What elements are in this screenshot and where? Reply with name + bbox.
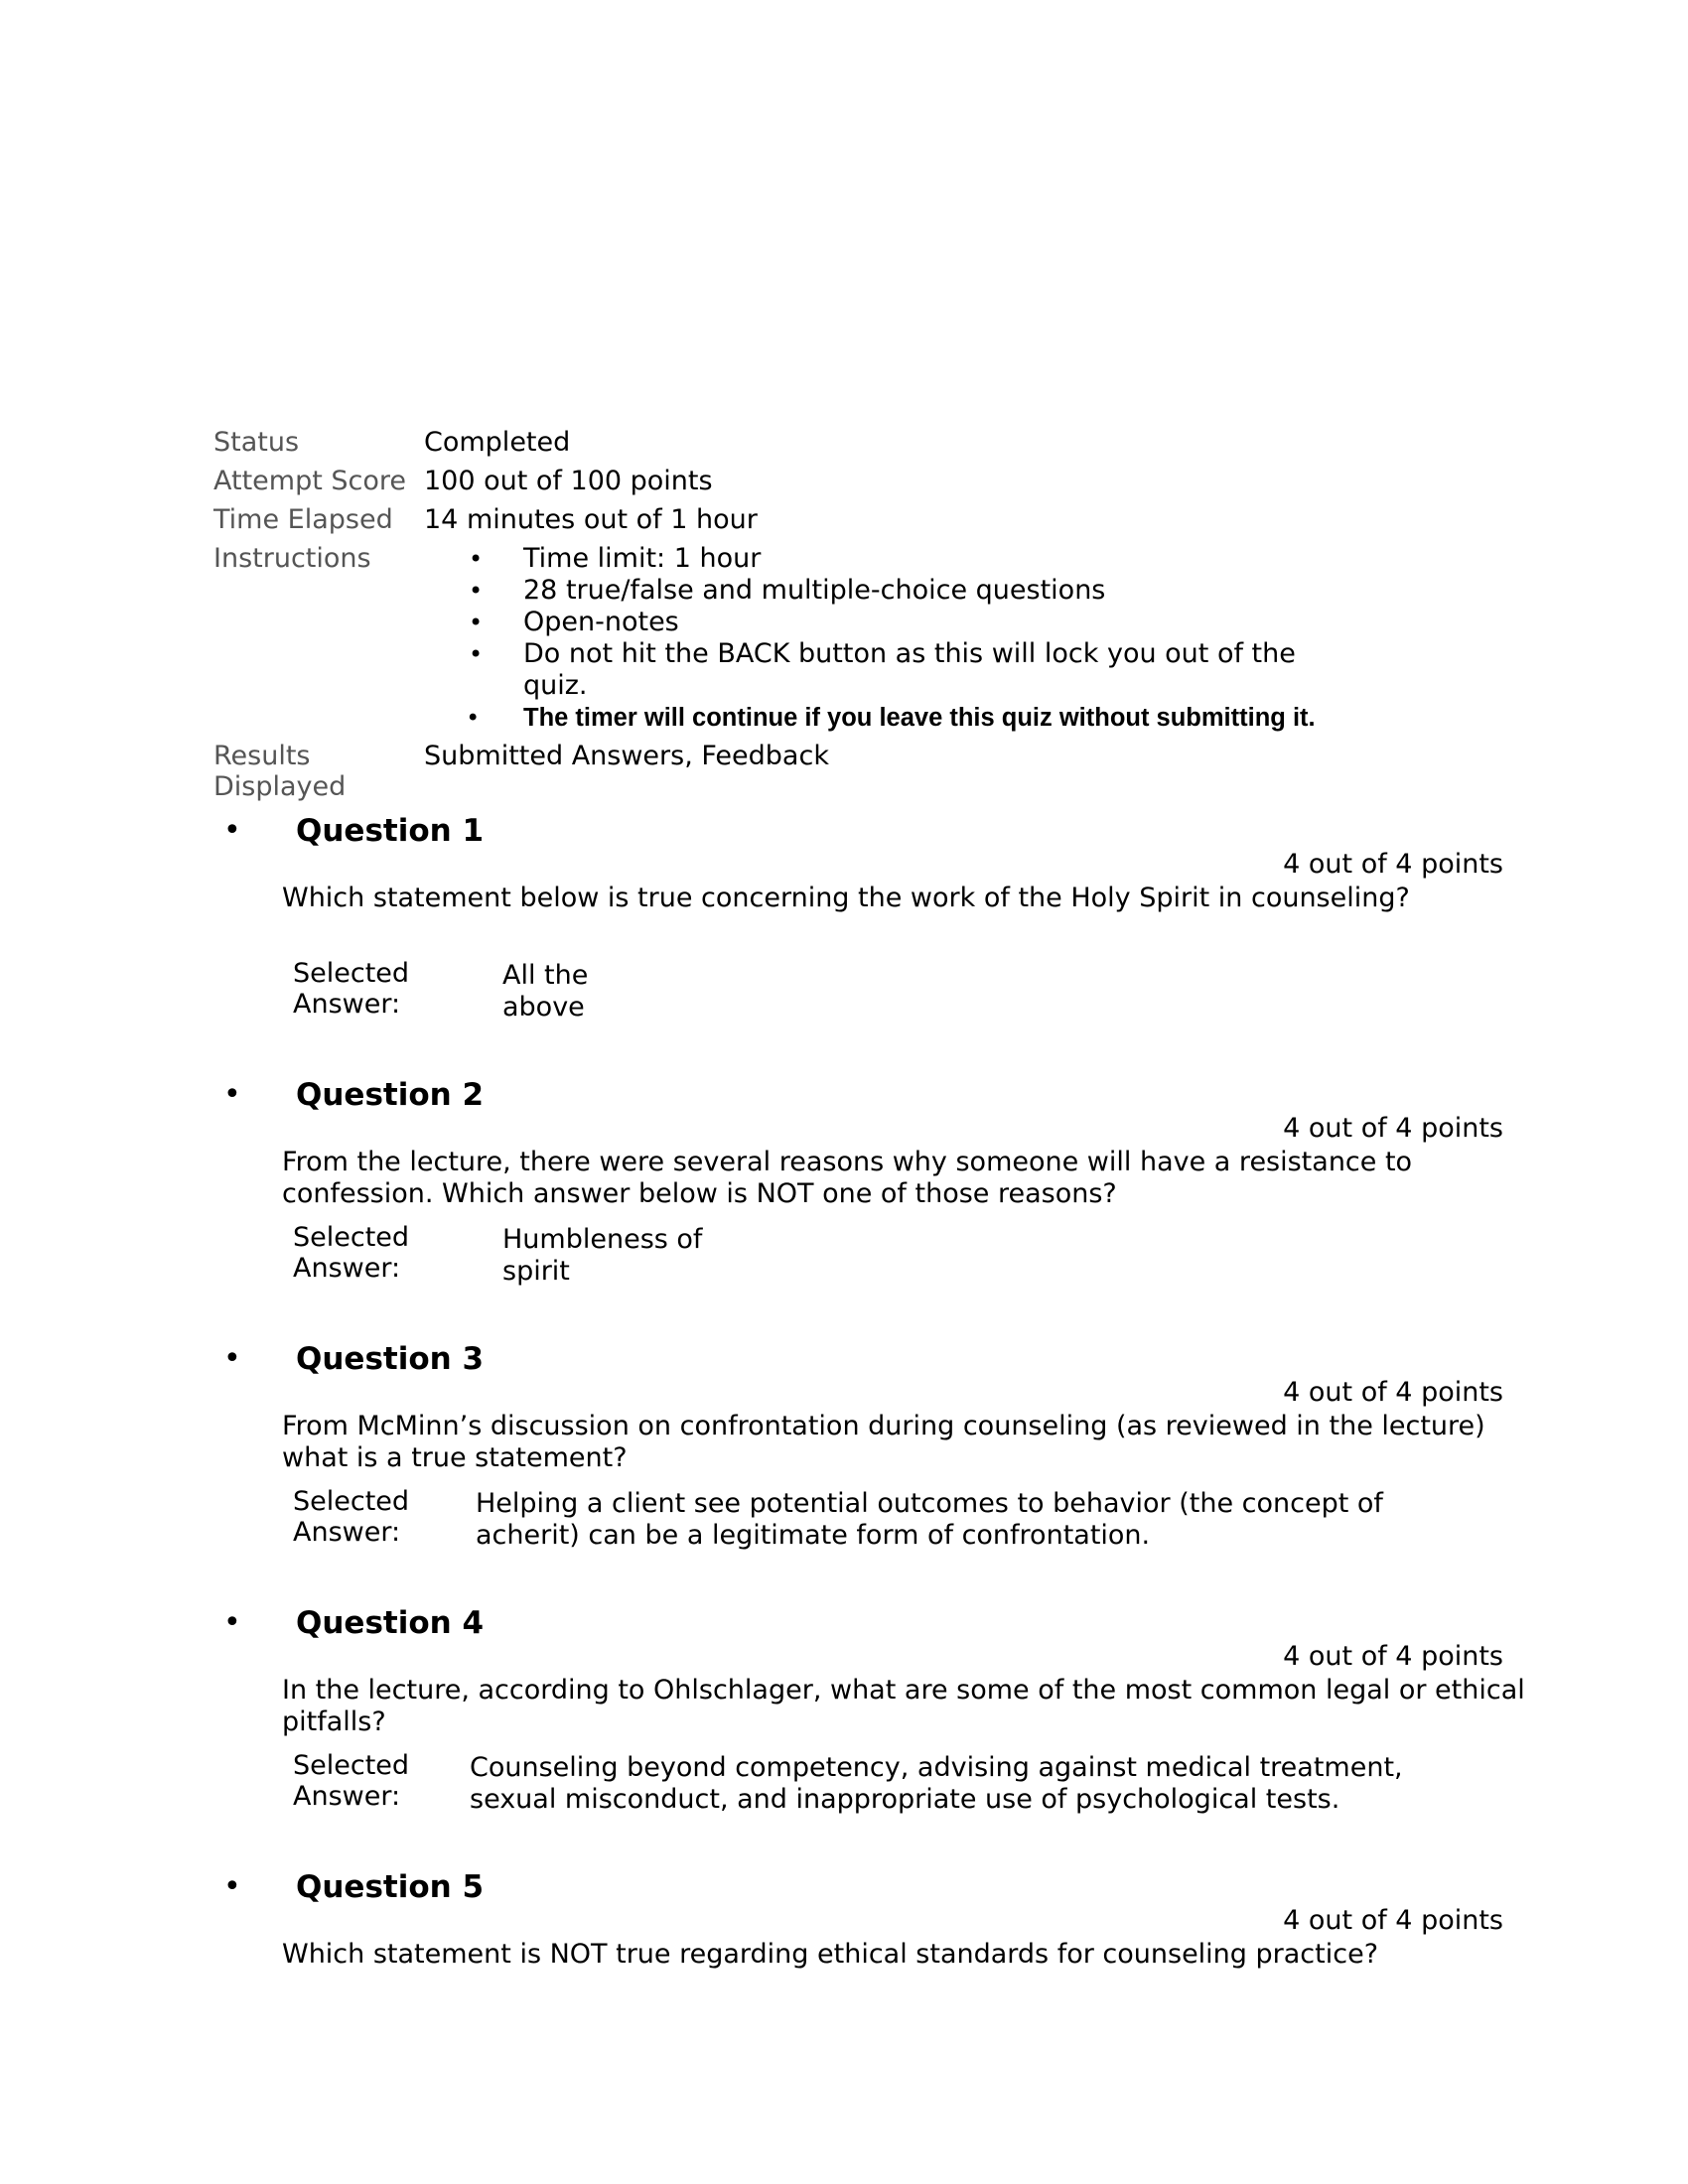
bullet-icon: • <box>223 813 241 848</box>
attempt-score-value: 100 out of 100 points <box>424 466 713 496</box>
selected-answer: All the above <box>502 960 589 1023</box>
instruction-item: • Do not hit the BACK button as this will lock you out of the quiz. <box>469 638 1296 701</box>
selected-answer-label: Selected Answer: <box>293 1750 410 1812</box>
bullet-icon: • <box>469 640 484 668</box>
selected-answer-label: Selected Answer: <box>293 958 410 1020</box>
question-points: 4 out of 4 points <box>1283 1641 1503 1672</box>
instruction-item: • Time limit: 1 hour <box>469 543 762 574</box>
bullet-icon: • <box>469 609 484 636</box>
question-2 <box>213 1073 1524 1337</box>
instructions-row <box>213 543 1504 741</box>
results-displayed-value: Submitted Answers, Feedback <box>424 741 829 771</box>
question-title: Question 3 <box>296 1341 485 1377</box>
question-text: Which statement is NOT true regarding ethical standards for counseling practice? <box>282 1939 1379 1970</box>
question-title: Question 2 <box>296 1077 485 1113</box>
bullet-icon: • <box>469 704 478 731</box>
question-list <box>213 809 1524 2129</box>
question-title: Question 5 <box>296 1869 485 1905</box>
question-text: From McMinn’s discussion on confrontation during counseling (as reviewed in the lecture) what is a true statement? <box>282 1411 1485 1473</box>
question-text: Which statement below is true concerning the work of the Holy Spirit in counseling? <box>282 883 1410 913</box>
attempt-score-row <box>213 466 1504 504</box>
instructions-label: Instructions <box>213 543 371 574</box>
question-text: From the lecture, there were several reasons why someone will have a resistance to confession. Which answer below is NOT one of those reasons? <box>282 1147 1413 1209</box>
bullet-icon: • <box>469 577 484 605</box>
selected-answer: Humbleness of spirit <box>502 1224 703 1287</box>
instruction-item-timer-warning: • The timer will continue if you leave this quiz without submitting it. <box>469 704 1316 732</box>
status-label: Status <box>213 427 300 458</box>
status-value: Completed <box>424 427 571 458</box>
results-displayed-label: Results Displayed <box>213 741 347 802</box>
bullet-icon: • <box>223 1077 241 1112</box>
question-5 <box>213 1865 1524 2129</box>
attempt-score-label: Attempt Score <box>213 466 407 496</box>
instructions-list <box>424 543 1337 741</box>
question-points: 4 out of 4 points <box>1283 1905 1503 1936</box>
selected-answer-label: Selected Answer: <box>293 1222 410 1284</box>
selected-answer: Counseling beyond competency, advising against medical treatment, sexual misconduct, and inappropriate use of psychological tests. <box>470 1752 1403 1815</box>
question-text: In the lecture, according to Ohlschlager, what are some of the most common legal or ethical pitfalls? <box>282 1675 1525 1737</box>
question-title: Question 4 <box>296 1605 485 1641</box>
bullet-icon: • <box>223 1341 241 1376</box>
question-1 <box>213 809 1524 1073</box>
instruction-item: • Open-notes <box>469 607 679 637</box>
time-elapsed-row <box>213 504 1504 543</box>
results-displayed-row <box>213 741 1504 802</box>
time-elapsed-value: 14 minutes out of 1 hour <box>424 504 758 535</box>
status-row <box>213 427 1504 466</box>
bullet-icon: • <box>223 1605 241 1640</box>
attempt-summary <box>213 427 1504 802</box>
question-points: 4 out of 4 points <box>1283 1113 1503 1144</box>
question-title: Question 1 <box>296 813 485 849</box>
selected-answer: Helping a client see potential outcomes to behavior (the concept of acherit) can be a legitimate form of confrontation. <box>476 1488 1383 1551</box>
bullet-icon: • <box>469 545 484 573</box>
instruction-item: • 28 true/false and multiple-choice questions <box>469 575 1106 606</box>
selected-answer-label: Selected Answer: <box>293 1486 410 1548</box>
time-elapsed-label: Time Elapsed <box>213 504 393 535</box>
question-3 <box>213 1337 1524 1601</box>
question-4 <box>213 1601 1524 1865</box>
bullet-icon: • <box>223 1869 241 1904</box>
question-points: 4 out of 4 points <box>1283 849 1503 880</box>
question-points: 4 out of 4 points <box>1283 1377 1503 1408</box>
